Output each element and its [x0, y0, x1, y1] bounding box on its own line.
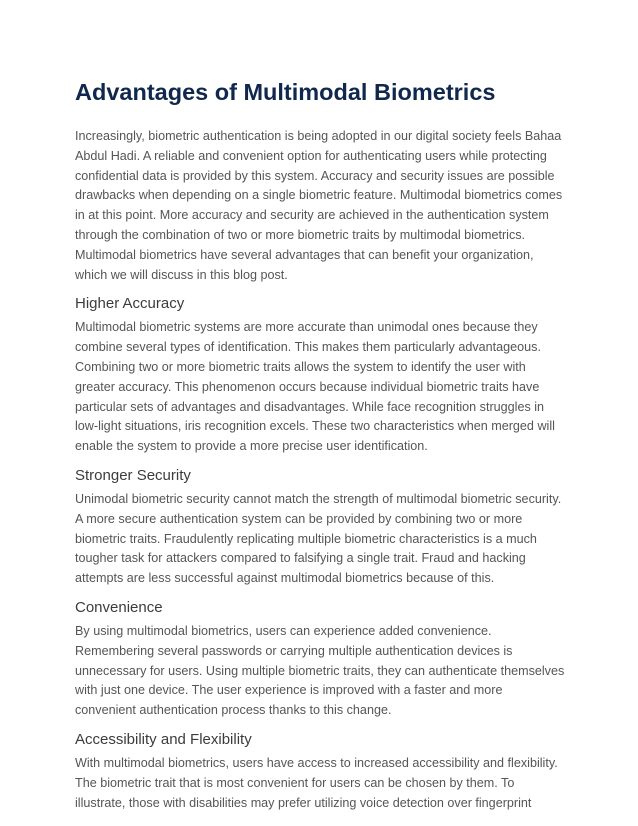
paragraph-line: Unimodal biometric security cannot match the strength of multimodal biometric security.	[75, 491, 562, 506]
page-title: Advantages of Multimodal Biometrics	[75, 79, 496, 105]
paragraph-line: Increasingly, biometric authentication is being adopted in our digital society feels Bahaa	[75, 129, 562, 143]
intro-paragraph	[75, 127, 575, 285]
paragraph-line: confidential data is provided by this system. Accuracy and security issues are possible	[75, 168, 555, 183]
section-convenience	[75, 598, 575, 721]
paragraph-line: combine several types of identification. This makes them particularly advantageous.	[75, 340, 541, 355]
paragraph-line: Remembering several passwords or carrying multiple authentication devices is	[75, 643, 513, 658]
section-stronger-security	[75, 466, 575, 589]
paragraph-line: particular sets of advantages and disadvantages. While face recognition struggles in	[75, 399, 545, 414]
paragraph-line: The biometric trait that is most convenient for users can be chosen by them. To	[75, 775, 515, 790]
paragraph-line: A more secure authentication system can be provided by combining two or more	[75, 511, 523, 526]
paragraph-line: unnecessary for users. Using multiple biometric traits, they can authenticate themselves	[75, 663, 565, 678]
section-accessibility-flexibility	[75, 730, 575, 813]
section-paragraph	[75, 490, 575, 589]
section-higher-accuracy	[75, 294, 575, 457]
paragraph-line: greater accuracy. This phenomenon occurs because individual biometric traits have	[75, 379, 540, 394]
paragraph-line: illustrate, those with disabilities may prefer utilizing voice detection over fingerprint	[75, 795, 532, 810]
section-paragraph	[75, 318, 575, 457]
paragraph-line: which we will discuss in this blog post.	[75, 267, 288, 282]
section-heading: Higher Accuracy	[75, 295, 185, 313]
paragraph-line: By using multimodal biometrics, users can experience added convenience.	[75, 623, 492, 638]
paragraph-line: tougher task for attackers compared to falsifying a single trait. Fraud and hacking	[75, 551, 526, 566]
paragraph-line: attempts are less successful against multimodal biometrics because of this.	[75, 571, 495, 586]
paragraph-line: enable the system to provide a more precise user identification.	[75, 439, 428, 454]
paragraph-line: through the combination of two or more biometric traits by multimodal biometrics.	[75, 227, 526, 242]
paragraph-line: with just one device. The user experience is improved with a faster and more	[75, 683, 503, 698]
paragraph-line: Multimodal biometrics have several advantages that can benefit your organization,	[75, 247, 534, 262]
paragraph-line: Multimodal biometric systems are more accurate than unimodal ones because they	[75, 320, 538, 335]
paragraph-line: biometric traits. Fraudulently replicating multiple biometric characteristics is a much	[75, 531, 537, 546]
paragraph-line: in at this point. More accuracy and security are achieved in the authentication system	[75, 208, 549, 223]
article-body	[75, 78, 575, 813]
section-heading: Convenience	[75, 598, 163, 616]
section-paragraph	[75, 622, 575, 721]
section-heading: Stronger Security	[75, 466, 191, 484]
paragraph-line: Abdul Hadi. A reliable and convenient option for authenticating users while protecting	[75, 148, 547, 163]
paragraph-line: drawbacks when depending on a single biometric feature. Multimodal biometrics comes	[75, 188, 563, 203]
section-heading: Accessibility and Flexibility	[75, 730, 252, 748]
paragraph-line: convenient authentication process thanks to this change.	[75, 703, 392, 718]
paragraph-line: Combining two or more biometric traits allows the system to identify the user with	[75, 359, 526, 374]
section-paragraph	[75, 754, 575, 813]
paragraph-line: low-light situations, iris recognition excels. These two characteristics when merged will	[75, 419, 555, 434]
paragraph-line: With multimodal biometrics, users have access to increased accessibility and flexibility.	[75, 755, 558, 770]
